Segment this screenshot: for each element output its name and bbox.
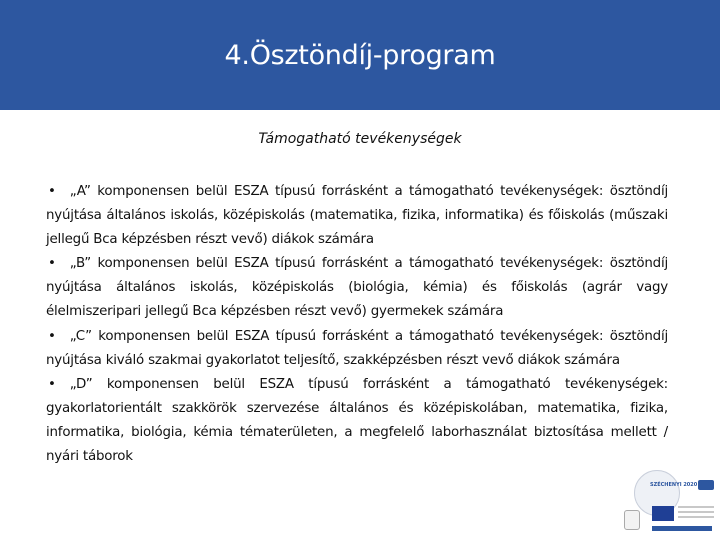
item-text: ösztöndíj nyújtása általános iskolás, középiskolás (biológia, kémia) és főiskolás (agrár vagy élelmiszeripari jellegű Bca képzésben részt vevő) gyermekek számára xyxy=(46,256,668,320)
slide-subtitle: Támogatható tevékenységek xyxy=(258,131,462,147)
item-lead xyxy=(46,329,603,344)
item-text: ösztöndíj nyújtása kiváló szakmai gyakorlatot teljesítő, szakképzésben részt vevő diákok számára xyxy=(46,328,668,368)
eu-caption xyxy=(678,506,714,521)
bullet-icon: • xyxy=(48,256,56,272)
item-text: ösztöndíj nyújtása általános iskolás, középiskolás (matematika, fizika, informatika) és főiskolás (műszaki jellegű Bca képzésben részt vevő) diákok számára xyxy=(46,184,668,248)
list-item xyxy=(46,373,668,469)
item-text: gyakorlatorientált szakkörök szervezése általános és középiskolában, matematika, fizika, informatika, biológia, kémia tématerületen, a megfelelő laborhasználat biztosítása mellett / nyári táborok xyxy=(46,400,668,465)
item-heading: „C” komponensen belül ESZA típusú forrásként a támogatható tevékenységek: xyxy=(69,328,604,344)
program-logo: SZÉCHENYI 2020 xyxy=(650,482,698,488)
list-item xyxy=(46,325,668,373)
eu-flag-icon xyxy=(652,506,674,521)
bullet-icon: • xyxy=(48,376,56,392)
item-heading: „B” komponensen belül ESZA típusú forrásként a támogatható tevékenységek: xyxy=(69,256,604,272)
list-item xyxy=(46,180,668,252)
item-lead xyxy=(46,377,668,392)
slide-title: 4.Ösztöndíj-program xyxy=(224,40,496,71)
funding-logos xyxy=(600,460,720,540)
program-badge xyxy=(698,480,714,490)
item-heading: „D” komponensen belül ESZA típusú forrásként a támogatható tevékenységek: xyxy=(69,376,668,392)
item-heading: „A” komponensen belül ESZA típusú forrásként a támogatható tevékenységek: xyxy=(69,184,604,199)
eu-banner xyxy=(652,526,712,531)
bullet-icon: • xyxy=(48,184,56,199)
content-body xyxy=(46,180,668,469)
bullet-icon: • xyxy=(48,328,56,344)
crest-icon xyxy=(624,510,640,530)
list-item xyxy=(46,252,668,324)
item-lead xyxy=(46,184,603,199)
item-lead xyxy=(46,256,603,271)
